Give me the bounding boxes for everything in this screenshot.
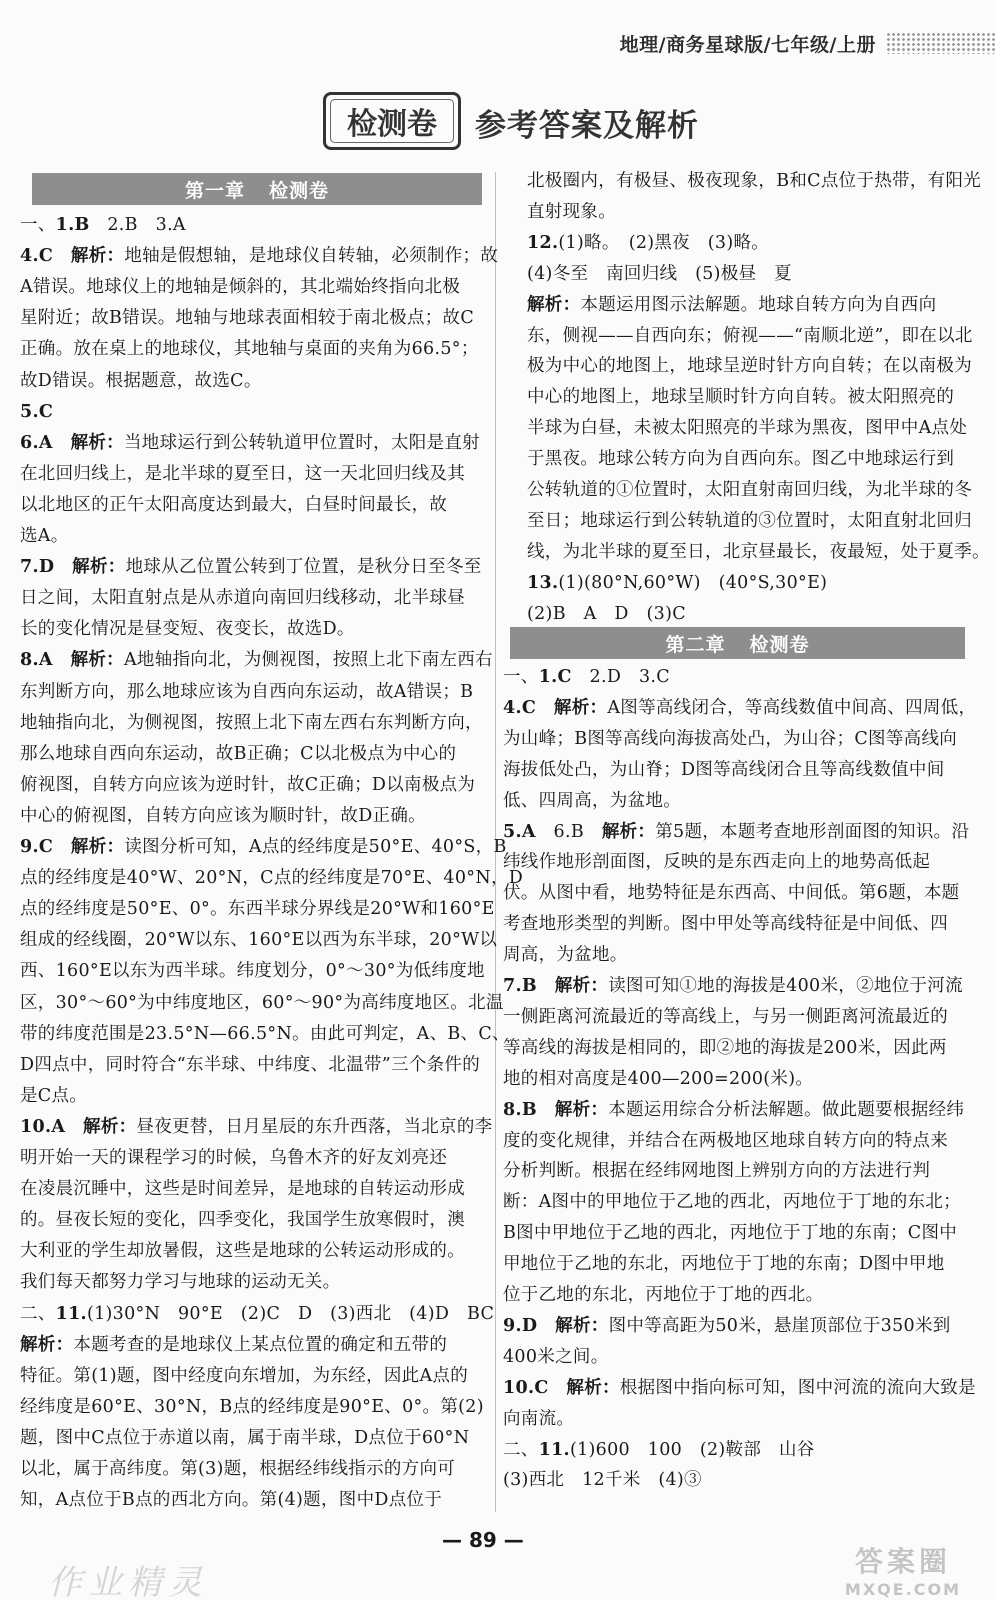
text-line: 直射现象。	[527, 201, 616, 222]
text-line: 带的纬度范围是23.5°N—66.5°N。由此可判定，A、B、C、	[20, 1023, 510, 1044]
text-line: 5.C	[20, 401, 54, 422]
text-line: 星附近；故B错误。地轴与地球表面相较于南北极点；故C	[20, 308, 475, 329]
text-line: 8.B 解析：本题运用综合分析法解题。做此题要根据经纬	[503, 1099, 965, 1120]
text-line: 在北回归线上，是北半球的夏至日，这一天北回归线及其	[20, 463, 465, 484]
text-line: 向南流。	[503, 1408, 575, 1429]
text-line: (4)冬至 南回归线 (5)极昼 夏	[527, 263, 792, 284]
text-line: 极为中心的地图上，地球呈逆时针方向自转；在以南极为	[527, 356, 972, 377]
text-line: 4.C 解析：A图等高线闭合，等高线数值中间高、四周低，	[503, 697, 977, 718]
text-line: 以北，属于高纬度。第(3)题，根据经纬线指示的方向可	[20, 1459, 456, 1479]
text-line: 一、1.C 2.D 3.C	[503, 667, 670, 687]
text-line: 考查地形类型的判断。图中甲处等高线特征是中间低、四	[503, 914, 948, 935]
text-line: 为山峰；B图等高线向海拔高处凸，为山谷；C图等高线向	[503, 728, 958, 749]
text-line: 中心的地图上，地球呈顺时针方向自转。被太阳照亮的	[527, 387, 955, 408]
text-line: 纬线作地形剖面图，反映的是东西走向上的地势高低起	[503, 852, 931, 873]
text-line: 等高线的海拔是相同的，即②地的海拔是200米，因此两	[503, 1037, 947, 1058]
section-subtitle: 检测卷	[749, 633, 810, 656]
text-line: 解析：本题运用图示法解题。地球自转方向为自西向	[527, 294, 937, 315]
text-line: 地的相对高度是400—200=200(米)。	[503, 1068, 814, 1089]
text-line: 解析：本题考查的是地球仪上某点位置的确定和五带的	[20, 1334, 448, 1355]
watermark-left: 作业精灵	[48, 1563, 208, 1600]
text-line: 度的变化规律，并结合在两极地区地球自转方向的特点来	[503, 1130, 948, 1151]
text-line: 9.D 解析：图中等高距为50米，悬崖顶部位于350米到	[503, 1315, 951, 1336]
text-line: 题，图中C点位于赤道以南，属于南半球，D点位于60°N	[20, 1427, 470, 1448]
page-title: 参考答案及解析	[475, 108, 699, 144]
text-line: 东判断方向，那么地球应该为自西向东运动，故A错误；B	[20, 681, 474, 702]
header-dot-pattern	[886, 32, 996, 54]
text-line: 二、11.(1)600 100 (2)鞍部 山谷	[503, 1439, 815, 1460]
text-line: 那么地球自西向东运动，故B正确；C以北极点为中心的	[20, 743, 457, 764]
text-line: 一侧距离河流最近的等高线上，与另一侧距离河流最近的	[503, 1006, 948, 1027]
text-line: 伏。从图中看，地势特征是东西高、中间低。第6题，本题	[503, 883, 960, 904]
text-line: 中心的俯视图，自转方向应该为顺时针，故D正确。	[20, 805, 426, 826]
text-line: 断：A图中的甲地位于乙地的西北，丙地位于丁地的东北；	[503, 1192, 961, 1213]
text-line: 知，A点位于B点的西北方向。第(4)题，图中D点位于	[20, 1490, 443, 1511]
text-line: 半球为白昼，未被太阳照亮的半球为黑夜，图甲中A点处	[527, 418, 968, 439]
text-line: 组成的经线圈，20°W以东、160°E以西为东半球，20°W以	[20, 930, 498, 951]
text-line: 在凌晨沉睡中，这些是时间差异，是地球的自转运动形成	[20, 1179, 465, 1200]
text-line: 12.(1)略。 (2)黑夜 (3)略。	[527, 232, 770, 253]
text-line: 点的经纬度是40°W、20°N，C点的经纬度是70°E、40°N，D	[20, 868, 524, 889]
header-label: 地理/商务星球版/七年级/上册	[619, 34, 876, 56]
text-line: 东，侧视——自西向东；俯视——“南顺北逆”，即在以北	[527, 325, 973, 346]
text-line: 一、1.B 2.B 3.A	[20, 215, 186, 235]
text-line: 甲地位于乙地的东北，丙地位于丁地的东南；D图中甲地	[503, 1254, 945, 1275]
text-line: 地轴指向北，为侧视图，按照上北下南左西右东判断方向，	[20, 712, 483, 733]
text-line: 我们每天都努力学习与地球的运动无关。	[20, 1272, 341, 1293]
text-line: 公转轨道的①位置时，太阳直射南回归线，为北半球的冬	[527, 480, 972, 500]
text-line: 北极圈内，有极昼、极夜现象，B和C点位于热带，有阳光	[527, 171, 982, 191]
page-header	[0, 0, 996, 62]
text-line: 俯视图，自转方向应该为逆时针，故C正确；D以南极点为	[20, 774, 476, 795]
text-line: 的。昼夜长短的变化，四季变化，我国学生放寒假时，澳	[20, 1210, 465, 1231]
text-line: 13.(1)(80°N,60°W) (40°S,30°E)	[527, 572, 828, 593]
text-line: 4.C 解析：地轴是假想轴，是地球仪自转轴，必须制作；故	[20, 246, 499, 267]
text-line: 经纬度是60°E、30°N，B点的经纬度是90°E、0°。第(2)	[20, 1396, 484, 1417]
section-subtitle: 检测卷	[269, 179, 330, 202]
watermark-right-url: MXQE.COM	[844, 1580, 962, 1599]
text-line: 是C点。	[20, 1085, 88, 1106]
text-line: 特征。第(1)题，图中经度向东增加，为东经，因此A点的	[20, 1365, 469, 1386]
text-line: 7.D 解析：地球从乙位置公转到丁位置，是秋分日至冬至	[20, 557, 482, 578]
text-line: 日之间，太阳直射点是从赤道向南回归线移动，北半球昼	[20, 588, 465, 609]
text-line: 7.B 解析：读图可知①地的海拔是400米，②地位于河流	[503, 976, 963, 996]
text-line: (3)西北 12千米 (4)③	[503, 1470, 702, 1491]
text-line: 400米之间。	[503, 1346, 609, 1367]
text-line: 正确。放在桌上的地球仪，其地轴与桌面的夹角为66.5°；	[20, 339, 479, 360]
text-line: 10.C 解析：根据图中指向标可知，图中河流的流向大致是	[503, 1377, 976, 1398]
watermark-logo	[828, 1540, 978, 1599]
text-line: 至日；地球运行到公转轨道的③位置时，太阳直射北回归	[527, 510, 972, 531]
text-line: 10.A 解析：昼夜更替，日月星辰的东升西落，当北京的李	[20, 1116, 493, 1137]
text-line: 区，30°～60°为中纬度地区，60°～90°为高纬度地区。北温	[20, 992, 504, 1013]
section-title: 第二章	[665, 633, 726, 656]
page-number: — 89 —	[442, 1528, 524, 1552]
text-line: 9.C 解析：读图分析可知，A点的经纬度是50°E、40°S，B	[20, 837, 507, 857]
text-line: 分析判断。根据在经纬网地图上辨别方向的方法进行判	[503, 1161, 931, 1182]
text-line: 于黑夜。地球公转方向为自西向东。图乙中地球运行到	[527, 449, 955, 470]
text-line: 长的变化情况是昼变短、夜变长，故选D。	[20, 619, 355, 640]
text-line: 二、11.(1)30°N 90°E (2)C D (3)西北 (4)D BC	[20, 1303, 495, 1324]
section-bar-chapter-2	[510, 627, 965, 659]
section-bar-chapter-1	[32, 173, 482, 205]
text-line: A错误。地球仪上的地轴是倾斜的，其北端始终指向北极	[20, 277, 461, 298]
text-line: 低、四周高，为盆地。	[503, 790, 681, 811]
text-line: 选A。	[20, 526, 69, 546]
section-title: 第一章	[184, 179, 245, 202]
text-line: 海拔低处凸，为山脊；D图等高线闭合且等高线数值中间	[503, 759, 945, 780]
text-line: 位于乙地的东北，丙地位于丁地的西北。	[503, 1285, 824, 1305]
text-line: 明开始一天的课程学习的时候，乌鲁木齐的好友刘亮还	[20, 1148, 448, 1168]
text-line: 周高，为盆地。	[503, 945, 628, 966]
text-line: D四点中，同时符合“东半球、中纬度、北温带”三个条件的	[20, 1054, 481, 1075]
text-line: 线，为北半球的夏至日，北京昼最长，夜最短，处于夏季。	[527, 541, 990, 562]
text-line: 大利亚的学生却放暑假，这些是地球的公转运动形成的。	[20, 1241, 465, 1262]
text-line: B图中甲地位于乙地的西北，丙地位于丁地的东南；C图中	[503, 1223, 958, 1244]
title-box: 检测卷	[323, 92, 461, 150]
watermark-right-title: 答案圈	[854, 1545, 951, 1578]
text-line: 点的经纬度是50°E、0°。东西半球分界线是20°W和160°E	[20, 899, 495, 920]
text-line: 故D错误。根据题意，故选C。	[20, 370, 262, 391]
text-line: (2)B A D (3)C	[527, 603, 686, 624]
text-line: 以北地区的正午太阳高度达到最大，白昼时间最长，故	[20, 494, 448, 515]
text-line: 6.A 解析：当地球运行到公转轨道甲位置时，太阳是直射	[20, 432, 480, 453]
text-line: 5.A 6.B 解析：第5题，本题考查地形剖面图的知识。沿	[503, 821, 970, 842]
text-line: 西、160°E以东为西半球。纬度划分，0°～30°为低纬度地	[20, 961, 485, 982]
text-line: 8.A 解析：A地轴指向北，为侧视图，按照上北下南左西右	[20, 650, 493, 671]
